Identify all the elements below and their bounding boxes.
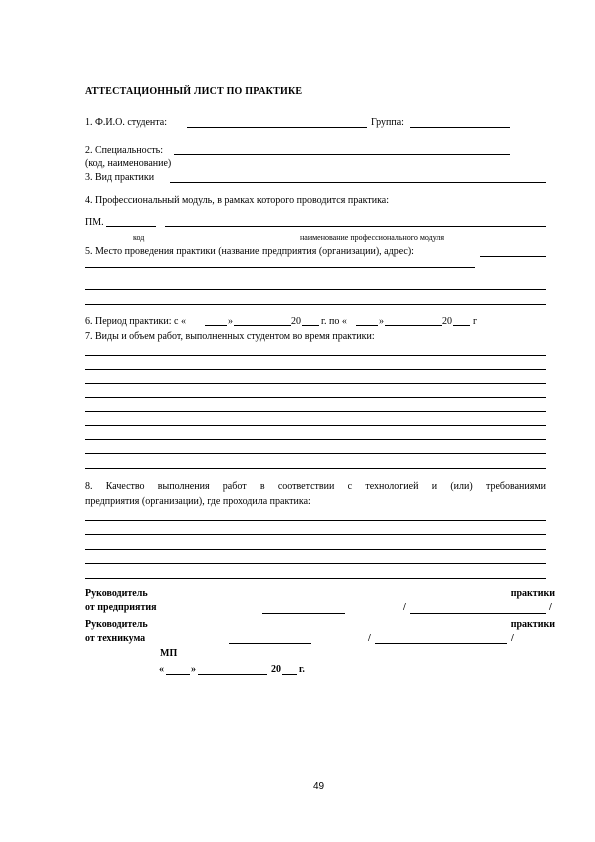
practice-type-label: 3. Вид практики: [85, 172, 155, 183]
sig1-word2: практики: [510, 588, 555, 599]
practice-type-field[interactable]: [170, 182, 546, 183]
sig1-line2: от предприятия: [85, 602, 157, 613]
sig2-word2: практики: [510, 619, 555, 630]
module-name-hint: наименование профессионального модуля: [300, 233, 445, 242]
date-month-field[interactable]: [198, 674, 267, 675]
quality-label-line2: предприятия (организации), где проходила практика:: [85, 496, 311, 507]
group-label: Группа:: [371, 117, 404, 128]
date-suffix: г.: [299, 664, 305, 675]
period-end-day-field[interactable]: [356, 325, 378, 326]
works-line[interactable]: [85, 439, 546, 440]
sig2-slash-2: /: [511, 633, 514, 644]
place-label: 5. Место проведения практики (название предприятия (организации), адрес):: [85, 246, 414, 257]
quality-line[interactable]: [85, 534, 546, 535]
period-start-year-field[interactable]: [302, 325, 319, 326]
sig1-word1: Руководитель: [85, 588, 148, 599]
quality-line[interactable]: [85, 549, 546, 550]
works-line[interactable]: [85, 425, 546, 426]
sig1-name-field[interactable]: [410, 613, 546, 614]
place-line-2[interactable]: [85, 267, 475, 268]
period-mid: г. по «: [321, 316, 347, 327]
stamp-mp: МП: [160, 648, 178, 659]
sig2-slash-1: /: [368, 633, 371, 644]
date-open-quote: «: [159, 664, 164, 675]
group-field[interactable]: [410, 127, 510, 128]
period-prefix: 6. Период практики: с «: [85, 316, 186, 327]
page-number: 49: [313, 781, 325, 792]
place-line-4[interactable]: [85, 304, 546, 305]
period-end-month-field[interactable]: [385, 325, 442, 326]
fio-field[interactable]: [187, 127, 367, 128]
quality-line[interactable]: [85, 520, 546, 521]
specialty-field[interactable]: [174, 154, 510, 155]
works-line[interactable]: [85, 397, 546, 398]
quality-line[interactable]: [85, 563, 546, 564]
sig1-slash-1: /: [403, 602, 406, 613]
sig2-word1: Руководитель: [85, 619, 148, 630]
works-line[interactable]: [85, 453, 546, 454]
page-title: АТТЕСТАЦИОННЫЙ ЛИСТ ПО ПРАКТИКЕ: [85, 86, 303, 97]
code-hint: код: [133, 233, 145, 242]
works-label: 7. Виды и объем работ, выполненных студентом во время практики:: [85, 331, 375, 342]
specialty-hint: (код, наименование): [85, 158, 172, 169]
quality-line[interactable]: [85, 578, 546, 579]
sig2-signature-field[interactable]: [229, 643, 311, 644]
module-name-field[interactable]: [165, 226, 546, 227]
period-quote-1: »: [228, 316, 233, 327]
period-start-day-field[interactable]: [205, 325, 227, 326]
specialty-label: 2. Специальность:: [85, 145, 163, 156]
works-line[interactable]: [85, 468, 546, 469]
period-suffix: г: [473, 316, 478, 327]
period-year-1: 20: [291, 316, 301, 327]
period-start-month-field[interactable]: [234, 325, 291, 326]
date-day-field[interactable]: [166, 674, 190, 675]
works-line[interactable]: [85, 383, 546, 384]
pm-code-field[interactable]: [106, 226, 156, 227]
quality-label-line1: 8. Качество выполнения работ в соответствии с технологией и (или) требованиями: [85, 481, 546, 492]
module-label: 4. Профессиональный модуль, в рамках которого проводится практика:: [85, 195, 389, 206]
place-field[interactable]: [480, 256, 546, 257]
place-line-3[interactable]: [85, 289, 546, 290]
works-line[interactable]: [85, 411, 546, 412]
works-line[interactable]: [85, 355, 546, 356]
sig2-name-field[interactable]: [375, 643, 507, 644]
period-quote-2: »: [379, 316, 384, 327]
date-year: 20: [271, 664, 281, 675]
sig1-signature-field[interactable]: [262, 613, 345, 614]
works-line[interactable]: [85, 369, 546, 370]
period-year-2: 20: [442, 316, 452, 327]
period-end-year-field[interactable]: [453, 325, 470, 326]
pm-label: ПМ.: [85, 217, 104, 228]
sig1-slash-2: /: [549, 602, 552, 613]
fio-label: 1. Ф.И.О. студента:: [85, 117, 167, 128]
sig2-line2: от техникума: [85, 633, 146, 644]
date-close-quote: »: [191, 664, 196, 675]
date-year-field[interactable]: [282, 674, 297, 675]
